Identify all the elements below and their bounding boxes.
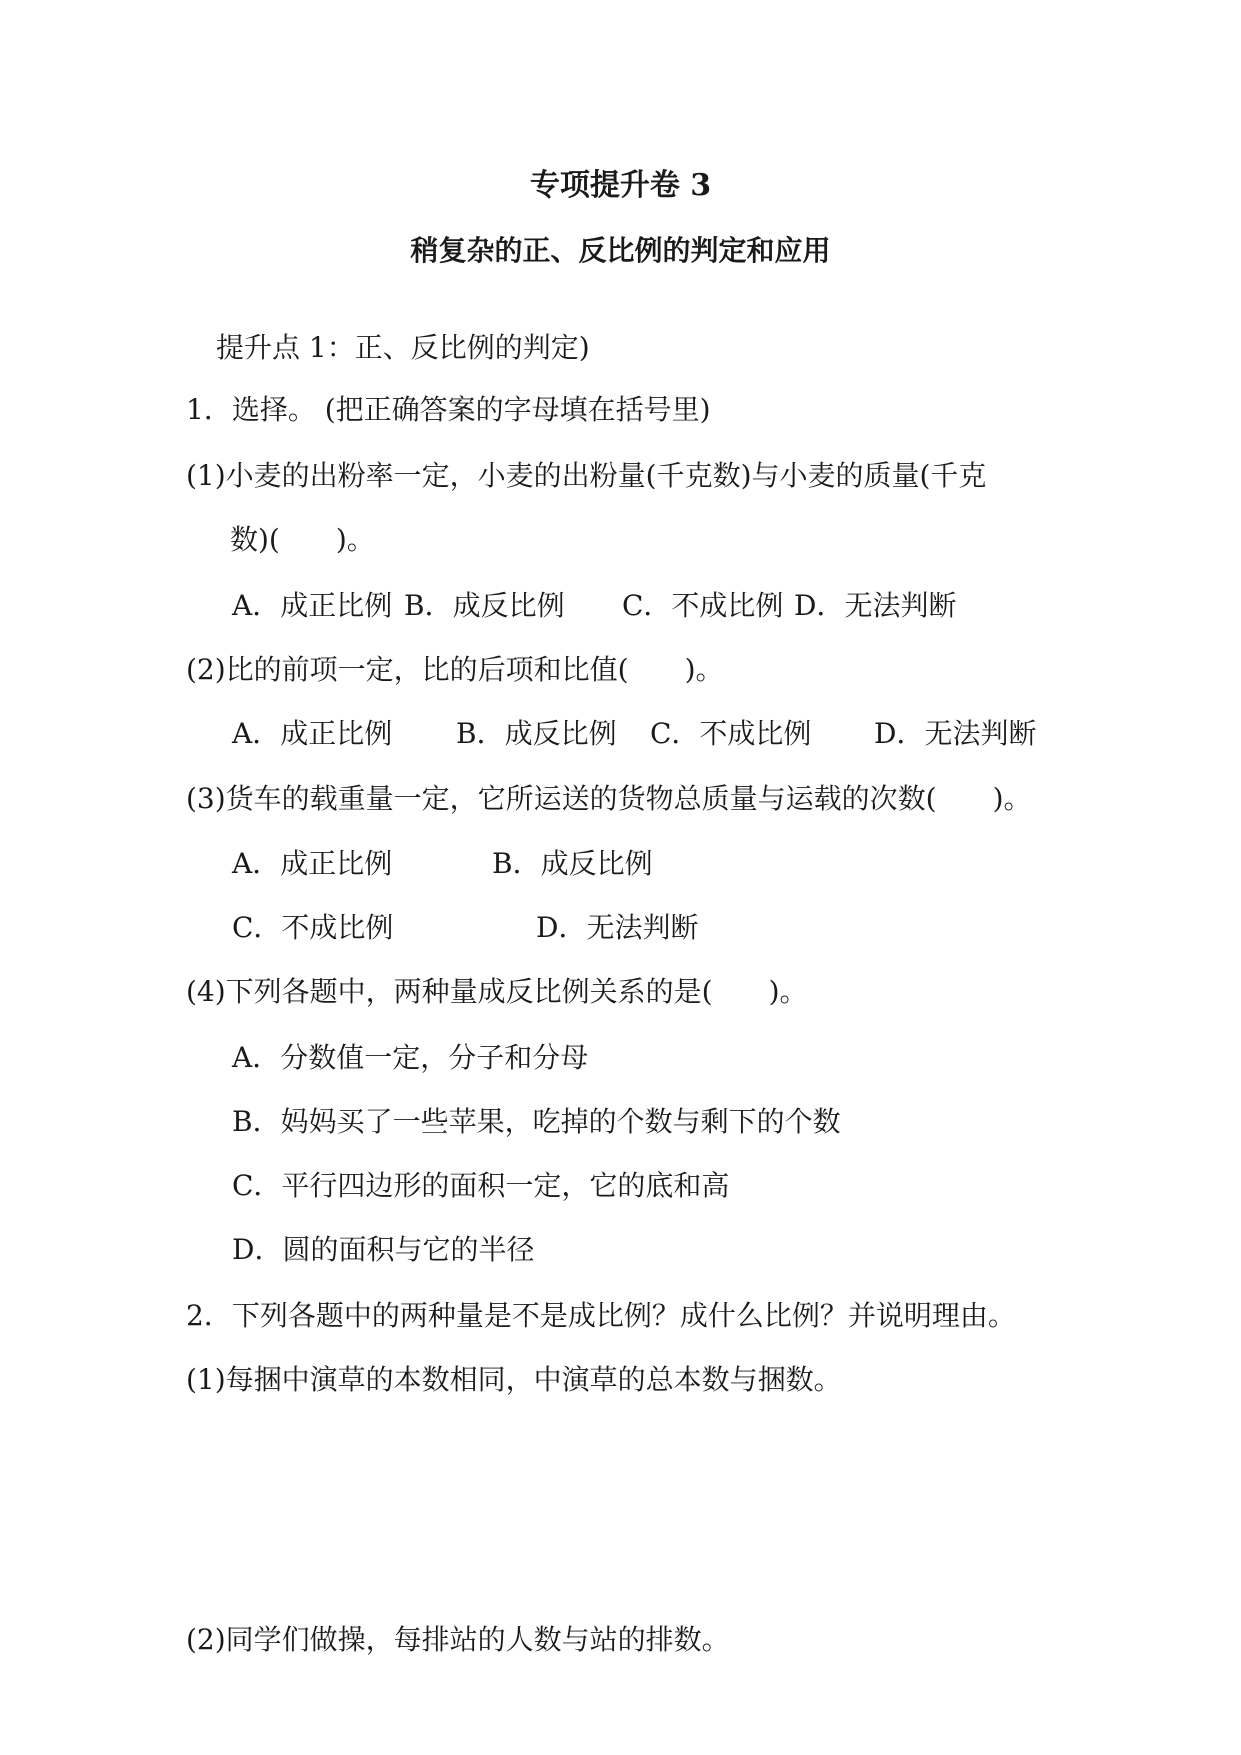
q1-part3-option-b: B．成反比例: [492, 847, 653, 880]
q1-part4-option-b: B．妈妈买了一些苹果，吃掉的个数与剩下的个数: [232, 1105, 841, 1138]
section-heading-1: 提升点 1：正、反比例的判定): [216, 331, 590, 364]
q1-part2-option-a: A．成正比例: [232, 717, 393, 750]
q1-part4-option-c: C．平行四边形的面积一定，它的底和高: [232, 1169, 730, 1202]
q1-part4-option-d: D．圆的面积与它的半径: [232, 1233, 535, 1266]
q1-part2-option-c: C．不成比例: [650, 717, 812, 750]
q1-part4-option-a: A．分数值一定，分子和分母: [232, 1041, 589, 1074]
q1-part1-option-c: C．不成比例: [622, 589, 784, 622]
q1-part2-stem: (2)比的前项一定，比的后项和比值( )。: [186, 653, 724, 686]
q2-part1: (1)每捆中演草的本数相同，中演草的总本数与捆数。: [186, 1363, 842, 1396]
q1-part3-option-a: A．成正比例: [232, 847, 393, 880]
q1-part4-stem: (4)下列各题中，两种量成反比例关系的是( )。: [186, 975, 808, 1008]
q1-part1-line1: (1)小麦的出粉率一定，小麦的出粉量(千克数)与小麦的质量(千克: [186, 459, 987, 492]
q1-part1-option-a: A．成正比例: [232, 589, 393, 622]
q1-part2-option-d: D．无法判断: [874, 717, 1037, 750]
q1-part3-option-d: D．无法判断: [536, 911, 699, 944]
worksheet-title: 专项提升卷 3: [529, 168, 712, 203]
q1-part3-stem: (3)货车的载重量一定，它所运送的货物总质量与运载的次数( )。: [186, 782, 1032, 815]
worksheet-subtitle: 稍复杂的正、反比例的判定和应用: [410, 234, 831, 267]
question-2-stem: 2．下列各题中的两种量是不是成比例？成什么比例？并说明理由。: [186, 1299, 1016, 1332]
q1-part1-option-d: D．无法判断: [794, 589, 957, 622]
q1-part1-option-b: B．成反比例: [404, 589, 565, 622]
q1-part1-line2: 数)( )。: [230, 523, 375, 556]
q2-part2: (2)同学们做操，每排站的人数与站的排数。: [186, 1623, 730, 1656]
q1-part3-option-c: C．不成比例: [232, 911, 394, 944]
question-1-stem: 1．选择。 (把正确答案的字母填在括号里): [186, 393, 711, 426]
q1-part2-option-b: B．成反比例: [456, 717, 617, 750]
